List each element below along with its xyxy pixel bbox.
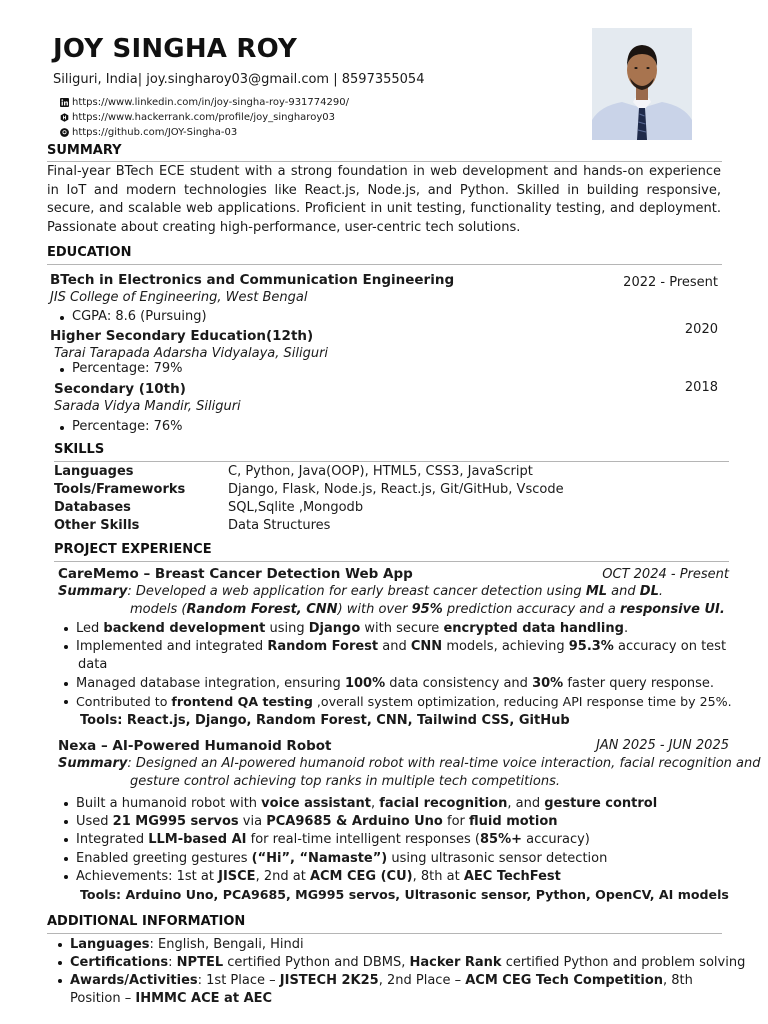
t: Achievements: 1st at — [76, 869, 219, 884]
b: gesture control — [544, 796, 658, 811]
edu-3-title: Secondary (10th) — [54, 381, 186, 397]
profile-photo — [592, 28, 692, 140]
skill-value-other: Data Structures — [228, 518, 331, 533]
profile-links — [60, 95, 349, 140]
t: Contributed to — [76, 694, 172, 709]
bullet — [64, 645, 68, 649]
edu-2-date: 2020 — [684, 322, 718, 337]
skill-value-databases: SQL,Sqlite ,Mongodb — [228, 500, 364, 515]
b: Hacker Rank — [409, 955, 502, 970]
project-1-bullet-2 — [64, 638, 726, 657]
b: Django — [308, 621, 361, 636]
bullet — [58, 943, 62, 947]
b: frontend QA testing — [171, 694, 313, 709]
b: Awards/Activities — [70, 973, 198, 988]
t: Enabled greeting gestures — [76, 851, 252, 866]
project-1-tools: Tools: React.js, Django, Random Forest, CNN, Tailwind CSS, GitHub — [80, 713, 570, 728]
hackerrank-link[interactable] — [60, 110, 349, 125]
hackerrank-url[interactable]: https://www.hackerrank.com/profile/joy_singharoy03 — [72, 112, 335, 123]
edu-3-date-wrap — [560, 380, 718, 395]
bullet — [58, 961, 62, 965]
t: Implemented and integrated — [76, 639, 268, 654]
project-2-bullet-4 — [64, 850, 607, 869]
t: accuracy on test — [613, 639, 727, 654]
t: , 8th at — [412, 869, 464, 884]
b: 85%+ — [479, 832, 522, 847]
project-2-summary-line1 — [58, 755, 761, 774]
bullet-text — [70, 936, 304, 955]
additional-item-languages — [58, 936, 304, 955]
b: (“Hi”, “Namaste”) — [251, 851, 388, 866]
b: Languages — [70, 937, 150, 952]
summary-text: . — [658, 584, 663, 599]
summary-bold: responsive UI. — [619, 602, 725, 617]
b: PCA9685 & Arduino Uno — [266, 814, 443, 829]
edu-1-date: 2022 - Present — [623, 275, 718, 290]
summary-text: models ( — [130, 602, 187, 617]
location-email: Siliguri, India| joy.singharoy03@gmail.com — [53, 72, 330, 87]
t: Integrated — [76, 832, 149, 847]
t: via — [238, 814, 267, 829]
t: , 2nd at — [255, 869, 310, 884]
hackerrank-icon — [60, 113, 69, 122]
summary-text: Final-year BTech ECE student with a strong foundation in web development and hands-on experience in IoT and modern technologies like React.js, Node.js, and Python. Skilled in building responsive, secure, and scalable web applications. Proficient in unit testing, functionality testing, and deployment. Passionate about creating high-performance, user-centric tech solutions. — [47, 164, 721, 235]
summary-heading: SUMMARY — [47, 143, 122, 158]
github-icon — [60, 128, 69, 137]
t: certified Python and DBMS, — [223, 955, 410, 970]
summary-text: and — [607, 584, 640, 599]
t: models, achieving — [442, 639, 569, 654]
additional-item-awards-cont — [70, 990, 272, 1009]
project-2-summary-line2: gesture control achieving top ranks in multiple tech competitions. — [130, 774, 560, 789]
edu-3-detail-item — [60, 419, 183, 434]
summary-bold: DL — [639, 584, 659, 599]
bullet-text — [76, 850, 607, 869]
edu-1-date-wrap — [560, 275, 718, 290]
t: using — [265, 621, 309, 636]
edu-1-title: BTech in Electronics and Communication Engineering — [50, 272, 455, 288]
summary-text: prediction accuracy and a — [442, 602, 620, 617]
project-2-bullet-2 — [64, 813, 558, 832]
bullet-text — [76, 831, 590, 850]
t: Built a humanoid robot with — [76, 796, 262, 811]
bullet — [64, 857, 68, 861]
bullet — [64, 682, 68, 686]
b: backend development — [103, 621, 266, 636]
project-1-bullet-4 — [64, 693, 732, 712]
edu-2-detail-item — [60, 361, 183, 376]
t: , 2nd Place – — [378, 973, 466, 988]
t: , 8th — [663, 973, 693, 988]
summary-bold: ML — [585, 584, 608, 599]
project-2-title: Nexa – AI-Powered Humanoid Robot — [58, 738, 332, 754]
bullet-text — [70, 954, 745, 973]
separator: | — [333, 72, 338, 87]
bullet-text — [76, 620, 628, 639]
project-1-bullet-3 — [64, 675, 714, 694]
t: Managed database integration, ensuring — [76, 676, 345, 691]
project-2-bullet-3 — [64, 831, 590, 850]
b: encrypted data handling — [443, 621, 624, 636]
edu-1-school: JIS College of Engineering, West Bengal — [50, 290, 308, 305]
skill-key-other: Other Skills — [54, 518, 140, 533]
edu-1-detail: CGPA: 8.6 (Pursuing) — [72, 309, 207, 324]
edu-2-detail: Percentage: 79% — [72, 361, 183, 376]
bullet — [64, 838, 68, 842]
project-2-tools: Tools: Arduino Uno, PCA9685, MG995 servos, Ultrasonic sensor, Python, OpenCV, AI models — [80, 887, 729, 902]
github-link[interactable] — [60, 125, 349, 140]
t: Used — [76, 814, 113, 829]
additional-item-awards — [58, 972, 693, 991]
bullet — [60, 426, 64, 430]
bullet-text — [76, 638, 726, 657]
b: Random Forest — [267, 639, 379, 654]
bullet — [64, 820, 68, 824]
skills-heading: SKILLS — [54, 442, 105, 457]
project-2-date: JAN 2025 - JUN 2025 — [596, 738, 729, 753]
linkedin-link[interactable] — [60, 95, 349, 110]
b: ACM CEG Tech Competition — [465, 973, 664, 988]
b: voice assistant — [261, 796, 371, 811]
summary-text: : Developed a web application for early breast cancer detection using — [127, 584, 586, 599]
summary-bold: 95% — [411, 602, 443, 617]
b: facial recognition — [379, 796, 508, 811]
bullet-text — [76, 795, 657, 814]
t: accuracy) — [522, 832, 590, 847]
summary-text: : Designed an AI-powered humanoid robot with real-time voice interaction, facial recognition and — [127, 756, 761, 771]
additional-heading: ADDITIONAL INFORMATION — [47, 914, 246, 929]
bullet — [64, 802, 68, 806]
linkedin-icon — [60, 98, 69, 107]
b: JISTECH 2K25 — [279, 973, 379, 988]
skill-key-languages: Languages — [54, 464, 134, 479]
bullet — [64, 875, 68, 879]
t: : 1st Place – — [197, 973, 280, 988]
contact-line — [53, 72, 424, 87]
b: JISCE — [218, 869, 256, 884]
skill-key-tools: Tools/Frameworks — [54, 482, 186, 497]
b: IHMMC ACE at AEC — [135, 991, 273, 1006]
edu-2-date-wrap — [560, 322, 718, 337]
bullet-text — [76, 813, 558, 832]
edu-3-school: Sarada Vidya Mandir, Siliguri — [54, 399, 241, 414]
b: 95.3% — [568, 639, 614, 654]
project-2-bullet-5 — [64, 868, 561, 887]
skill-value-tools: Django, Flask, Node.js, React.js, Git/GitHub, Vscode — [228, 482, 564, 497]
projects-divider — [54, 561, 729, 562]
bullet — [64, 700, 68, 704]
summary-label: Summary — [58, 584, 128, 599]
t: for — [442, 814, 470, 829]
project-1-date: OCT 2024 - Present — [602, 567, 729, 582]
bullet — [58, 979, 62, 983]
b: NPTEL — [176, 955, 224, 970]
project-1-bullet-1 — [64, 620, 628, 639]
t: using ultrasonic sensor detection — [387, 851, 608, 866]
bullet-text — [76, 868, 561, 887]
bullet-text — [76, 675, 714, 694]
edu-3-date: 2018 — [684, 380, 718, 395]
t: certified Python and problem solving — [501, 955, 746, 970]
skill-key-databases: Databases — [54, 500, 131, 515]
t: with secure — [360, 621, 444, 636]
t: faster query response. — [563, 676, 715, 691]
edu-3-detail: Percentage: 76% — [72, 419, 183, 434]
project-1-bullet-2-cont: data — [78, 657, 108, 672]
skills-divider — [54, 461, 729, 462]
edu-2-school: Tarai Tarapada Adarsha Vidyalaya, Siliguri — [54, 346, 329, 361]
education-heading: EDUCATION — [47, 245, 132, 260]
project-2-bullet-1 — [64, 795, 657, 814]
b: Certifications — [70, 955, 169, 970]
project-1-title: CareMemo – Breast Cancer Detection Web App — [58, 566, 413, 582]
project-1-summary-line1 — [58, 583, 663, 602]
b: AEC TechFest — [463, 869, 561, 884]
t: Position – — [70, 991, 136, 1006]
bullet-text — [70, 972, 693, 991]
t: , — [370, 796, 380, 811]
edu-2-title: Higher Secondary Education(12th) — [50, 328, 314, 344]
linkedin-url[interactable]: https://www.linkedin.com/in/joy-singha-roy-931774290/ — [72, 97, 349, 108]
candidate-name: JOY SINGHA ROY — [53, 34, 297, 64]
t: . — [623, 621, 629, 636]
b: CNN — [410, 639, 443, 654]
bullet-text — [76, 693, 732, 712]
summary-label: Summary — [58, 756, 128, 771]
summary-divider — [47, 161, 722, 162]
additional-divider — [47, 933, 722, 934]
skills-table — [54, 463, 648, 535]
t: for real-time intelligent responses ( — [246, 832, 480, 847]
t: Led — [76, 621, 104, 636]
project-1-summary-line2 — [130, 601, 725, 620]
b: fluid motion — [469, 814, 558, 829]
t: : English, Bengali, Hindi — [149, 937, 304, 952]
github-url[interactable]: https://github.com/JOY-Singha-03 — [72, 127, 238, 138]
bullet — [60, 368, 64, 372]
education-divider — [47, 264, 722, 265]
t: ,overall system optimization, reducing API response time by 25%. — [312, 694, 732, 709]
b: ACM CEG (CU) — [309, 869, 413, 884]
projects-heading: PROJECT EXPERIENCE — [54, 542, 212, 557]
b: 100% — [344, 676, 386, 691]
t: , and — [507, 796, 545, 811]
b: 21 MG995 servos — [112, 814, 239, 829]
bullet — [64, 627, 68, 631]
b: 30% — [532, 676, 564, 691]
additional-item-certifications — [58, 954, 745, 973]
b: LLM-based AI — [148, 832, 247, 847]
t: and — [378, 639, 411, 654]
t: : — [168, 955, 177, 970]
bullet — [60, 316, 64, 320]
summary-text: ) with over — [337, 602, 412, 617]
summary-bold: Random Forest, CNN — [186, 602, 338, 617]
edu-1-detail-item — [60, 309, 207, 324]
skill-value-languages: C, Python, Java(OOP), HTML5, CSS3, JavaScript — [228, 464, 533, 479]
phone-number: 8597355054 — [341, 72, 425, 87]
t: data consistency and — [385, 676, 533, 691]
